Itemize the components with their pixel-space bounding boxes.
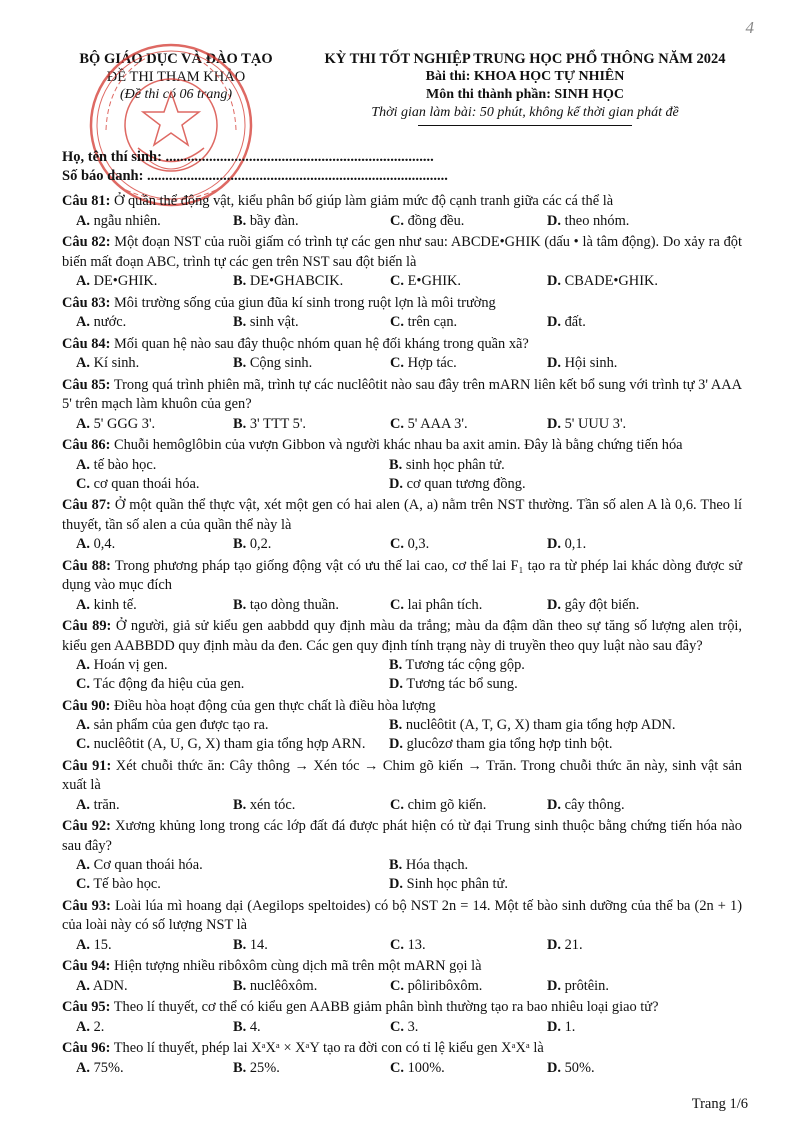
answer-option[interactable] [233,535,390,554]
option-text: 13. [407,936,426,953]
answer-option[interactable] [547,354,704,373]
answer-option[interactable] [76,354,233,373]
option-letter: D. [389,475,403,492]
option-text: 3. [407,1018,419,1035]
option-text: Tương tác cộng gộp. [405,657,525,673]
question-text: Ở người, giả sử kiểu gen aabbdd quy định màu da trắng; màu da đậm dần theo sự tăng số lượng alen trội, kiểu gen AABBDD quy định màu da đen. Các gen quy định tính trạng này di truyền theo quy luật nào sau đây? [62,618,742,654]
answer-options [62,212,742,231]
question-text: Chuỗi hemôglôbin của vượn Gibbon và người khác nhau ba axit amin. Đây là bằng chứng tiến hóa [113,437,683,453]
answer-option[interactable] [390,977,547,996]
answer-options [62,313,742,332]
option-letter: C. [390,1018,404,1035]
question-stem [62,957,742,977]
option-letter: A. [76,415,90,432]
option-letter: D. [547,1018,561,1035]
option-text: sinh vật. [249,314,299,330]
question-item [62,376,742,434]
option-text: lai phân tích. [407,596,483,613]
answer-option[interactable] [233,936,390,955]
answer-option[interactable] [390,272,547,291]
answer-option[interactable] [233,1059,390,1078]
option-letter: B. [233,596,247,613]
answer-option[interactable] [389,716,702,735]
answer-option[interactable] [389,456,702,475]
option-text: prôtêin. [564,977,609,994]
option-text: trăn. [93,796,120,813]
answer-option[interactable] [233,1018,390,1037]
question-number: Câu 93: [62,897,111,914]
option-letter: C. [390,1059,404,1076]
answer-option[interactable] [390,936,547,955]
option-text: Cộng sinh. [249,355,313,371]
answer-option[interactable] [76,656,389,675]
question-text: Hiện tượng nhiều ribôxôm cùng dịch mã trên một mARN gọi là [113,958,482,974]
answer-option[interactable] [547,1018,704,1037]
question-item [62,617,742,694]
answer-option[interactable] [76,272,233,291]
answer-option[interactable] [389,656,702,675]
option-letter: B. [233,415,247,432]
answer-options [62,977,742,996]
option-letter: D. [547,1059,561,1076]
answer-option[interactable] [547,977,704,996]
option-letter: D. [547,977,561,994]
answer-option[interactable] [547,796,704,815]
option-text: 3' TTT 5'. [249,415,307,432]
question-number: Câu 86: [62,437,111,453]
answer-option[interactable] [390,354,547,373]
question-text: Xét chuỗi thức ăn: Cây thông → Xén tóc → Chim gõ kiến → Trăn. Trong chuỗi thức ăn này, sinh vật sản xuất là [62,757,742,793]
option-text: Hội sinh. [564,355,618,371]
option-text: pôliribôxôm. [407,977,483,994]
answer-option[interactable] [76,313,233,332]
answer-option[interactable] [390,1018,547,1037]
question-stem [62,557,742,596]
option-letter: B. [233,977,247,994]
option-letter: B. [233,314,247,330]
option-text: nuclêôxôm. [249,977,318,994]
question-item [62,957,742,996]
answer-option[interactable] [233,977,390,996]
option-letter: B. [233,936,247,953]
question-stem [62,1039,742,1059]
question-number: Câu 96: [62,1040,111,1056]
option-text: theo nhóm. [564,212,630,229]
option-text: ngẫu nhiên. [93,212,161,229]
option-text: 75%. [93,1059,124,1076]
candidate-identity [62,148,448,186]
answer-options [62,936,742,955]
option-text: Tác động đa hiệu của gen. [93,676,245,692]
option-letter: C. [390,796,404,813]
question-item [62,436,742,494]
answer-option[interactable] [76,856,389,875]
option-letter: A. [76,273,90,289]
answer-options [62,272,742,291]
question-list [62,192,742,1080]
answer-option[interactable] [390,596,547,615]
option-text: DE•GHIK. [93,273,158,289]
option-text: cơ quan tương đồng. [406,475,526,492]
option-letter: B. [389,657,403,673]
answer-option[interactable] [76,796,233,815]
question-stem [62,294,742,314]
answer-options [62,1059,742,1078]
option-text: tạo dòng thuần. [249,596,339,613]
option-letter: A. [76,657,90,673]
option-letter: C. [390,273,404,289]
question-stem [62,757,742,796]
option-text: E•GHIK. [407,273,462,289]
question-stem [62,817,742,856]
question-item [62,897,742,955]
answer-option[interactable] [76,977,233,996]
answer-options [62,456,742,494]
answer-option[interactable] [233,313,390,332]
option-letter: D. [389,736,403,752]
option-letter: A. [76,1018,90,1035]
answer-option[interactable] [390,535,547,554]
question-item [62,817,742,894]
answer-options [62,856,742,894]
question-text: Theo lí thuyết, phép lai XᵃXᵃ × XᵃY tạo ra đời con có tỉ lệ kiểu gen XᵃXᵃ là [113,1040,544,1056]
answer-option[interactable] [547,415,704,434]
question-item [62,998,742,1037]
handwritten-page-mark: 4 [745,18,754,37]
question-item [62,233,742,291]
option-letter: C. [76,676,90,692]
option-letter: B. [233,1059,247,1076]
option-text: Hợp tác. [407,355,457,371]
exam-kind: ĐỀ THI THAM KHẢO [106,69,246,85]
question-number: Câu 81: [62,193,111,209]
header-rule [418,125,632,126]
option-text: nuclêôtit (A, U, G, X) tham gia tổng hợp ARN. [93,736,366,752]
question-text: Trong phương pháp tạo giống động vật có ưu thế lai cao, cơ thể lai F₁ tạo ra từ phép lai khác dòng được sử dụng vào mục đích [62,557,743,593]
answer-option[interactable] [389,856,702,875]
answer-option[interactable] [547,272,704,291]
answer-option[interactable] [76,212,233,231]
option-text: sản phẩm của gen được tạo ra. [93,717,269,733]
question-number: Câu 88: [62,557,111,574]
option-letter: D. [547,355,561,371]
answer-option[interactable] [390,796,547,815]
question-stem [62,697,742,717]
option-text: 0,2. [249,536,272,552]
question-item [62,496,742,554]
option-text: 100%. [407,1059,445,1076]
question-stem [62,998,742,1018]
answer-option[interactable] [76,875,389,894]
question-stem [62,335,742,355]
answer-option[interactable] [390,415,547,434]
question-text: Loài lúa mì hoang dại (Aegilops speltoides) có bộ NST 2n = 14. Một tế bào sinh dưỡng của thể ba (2n + 1) của loài này có số lượng NST là [62,897,742,933]
question-text: Một đoạn NST của ruồi giấm có trình tự các gen như sau: ABCDE•GHIK (dấu • là tâm động). Do xảy ra đột biến mất đoạn ABC, trình tự các gen trên NST sau đột biến là [62,234,742,270]
option-letter: B. [233,1018,247,1035]
option-letter: D. [389,676,403,692]
answer-options [62,1018,742,1037]
option-letter: B. [389,857,403,873]
answer-option[interactable] [76,675,389,694]
option-letter: D. [547,273,561,289]
option-letter: A. [76,355,90,371]
answer-options [62,354,742,373]
option-letter: C. [76,736,90,752]
option-letter: C. [76,475,90,492]
answer-option[interactable] [547,1059,704,1078]
answer-option[interactable] [547,313,704,332]
question-stem [62,192,742,212]
option-letter: B. [233,536,247,552]
option-text: 5' GGG 3'. [93,415,156,432]
question-stem [62,376,742,415]
option-letter: A. [76,536,90,552]
answer-option[interactable] [389,875,702,894]
option-text: 4. [249,1018,261,1035]
subject-name: Môn thi thành phần: SINH HỌC [425,87,624,102]
option-letter: A. [76,212,90,229]
answer-options [62,716,742,754]
question-text: Ở một quần thể thực vật, xét một gen có hai alen (A, a) nằm trên NST thường. Tần số alen A là 0,6. Theo lí thuyết, tần số alen a của quần thể này là [62,497,743,533]
answer-option[interactable] [547,596,704,615]
option-letter: B. [233,273,247,289]
option-letter: D. [547,314,561,330]
option-letter: A. [76,456,90,473]
answer-option[interactable] [389,675,702,694]
question-number: Câu 94: [62,958,111,974]
exam-title: KỲ THI TỐT NGHIỆP TRUNG HỌC PHỔ THÔNG NĂM 2024 [324,51,726,67]
question-item [62,294,742,333]
option-letter: C. [390,977,404,994]
answer-option[interactable] [76,456,389,475]
option-letter: B. [389,717,403,733]
question-text: Xương khủng long trong các lớp đất đá được phát hiện có từ đại Trung sinh thuộc bằng chứng tiến hóa nào sau đây? [62,818,742,854]
option-letter: B. [233,355,247,371]
question-number: Câu 89: [62,618,112,634]
option-letter: D. [547,415,561,432]
question-item [62,697,742,755]
answer-option[interactable] [233,415,390,434]
answer-options [62,415,742,434]
question-text: Ở quần thể động vật, kiểu phân bố giúp làm giảm mức độ cạnh tranh giữa các cá thể là [113,193,614,209]
option-letter: C. [390,415,404,432]
question-text: Theo lí thuyết, cơ thể có kiểu gen AABB giảm phân bình thường tạo ra bao nhiêu loại giao tử? [113,999,659,1015]
answer-option[interactable] [76,1018,233,1037]
option-letter: C. [390,355,404,371]
option-letter: D. [547,596,561,613]
question-text: Điều hòa hoạt động của gen thực chất là điều hòa lượng [113,697,436,714]
option-text: Cơ quan thoái hóa. [93,857,203,873]
answer-option[interactable] [233,212,390,231]
question-number: Câu 82: [62,234,111,250]
option-text: nuclêôtit (A, T, G, X) tham gia tổng hợp ADN. [405,717,676,733]
question-number: Câu 90: [62,697,111,714]
option-text: kinh tế. [93,596,137,613]
option-text: chim gõ kiến. [407,796,487,813]
answer-option[interactable] [76,1059,233,1078]
option-text: DE•GHABCIK. [249,273,344,289]
option-letter: D. [547,936,561,953]
question-stem [62,897,742,936]
answer-option[interactable] [233,596,390,615]
option-text: Tương tác bổ sung. [406,676,518,692]
option-letter: B. [389,456,403,473]
answer-option[interactable] [76,535,233,554]
answer-option[interactable] [547,212,704,231]
option-text: Hóa thạch. [405,857,469,873]
option-text: Tế bào học. [93,876,161,892]
option-text: đồng đều. [407,212,465,229]
answer-option[interactable] [76,596,233,615]
option-text: trên cạn. [407,314,458,330]
answer-option[interactable] [76,936,233,955]
page-footer: Trang 1/6 [691,1096,748,1112]
question-item [62,192,742,231]
option-letter: B. [233,796,247,813]
option-letter: A. [76,314,90,330]
header-right [290,50,760,126]
answer-option[interactable] [76,415,233,434]
option-text: 21. [564,936,583,953]
option-letter: A. [76,857,90,873]
option-text: 0,4. [93,536,116,552]
option-letter: D. [547,212,561,229]
option-letter: A. [76,936,90,953]
question-stem [62,233,742,272]
page-count: (Đề thi có 06 trang) [120,87,232,102]
option-text: bầy đàn. [249,212,299,229]
answer-option[interactable] [233,272,390,291]
answer-options [62,796,742,815]
question-text: Mối quan hệ nào sau đây thuộc nhóm quan hệ đối kháng trong quần xã? [113,335,529,352]
option-letter: C. [390,212,404,229]
option-letter: C. [390,936,404,953]
option-text: glucôzơ tham gia tổng hợp tinh bột. [406,736,613,752]
option-text: Sinh học phân tử. [406,876,508,892]
option-letter: C. [76,876,90,892]
subject-group: Bài thi: KHOA HỌC TỰ NHIÊN [425,69,625,84]
option-letter: A. [76,596,90,613]
answer-option[interactable] [547,535,704,554]
question-item [62,557,742,615]
question-number: Câu 85: [62,376,111,393]
option-text: 0,3. [407,536,430,552]
option-text: Hoán vị gen. [93,657,168,673]
answer-option[interactable] [233,796,390,815]
option-letter: A. [76,1059,90,1076]
question-stem [62,496,742,535]
option-letter: A. [76,977,90,994]
question-number: Câu 84: [62,335,111,352]
question-number: Câu 91: [62,757,112,774]
option-text: cơ quan thoái hóa. [93,475,200,492]
option-text: tế bào học. [93,456,157,473]
option-text: 1. [564,1018,576,1035]
option-text: ADN. [92,977,128,994]
answer-options [62,535,742,554]
option-text: gây đột biến. [564,596,640,613]
answer-option[interactable] [390,212,547,231]
answer-option[interactable] [390,313,547,332]
option-text: 14. [249,936,268,953]
question-stem [62,436,742,456]
option-text: 15. [93,936,112,953]
option-letter: B. [233,212,247,229]
question-number: Câu 87: [62,497,111,513]
option-letter: A. [76,717,90,733]
option-letter: D. [547,536,561,552]
option-text: 0,1. [564,536,587,552]
answer-option[interactable] [389,475,702,494]
answer-option[interactable] [547,936,704,955]
candidate-name-field[interactable]: Họ, tên thí sinh: .......................................................................... [62,149,434,165]
question-item [62,335,742,374]
answer-option[interactable] [389,735,702,754]
option-letter: A. [76,796,90,813]
answer-option[interactable] [76,475,389,494]
option-text: 2. [93,1018,105,1035]
question-text: Môi trường sống của giun đũa kí sinh trong ruột lợn là môi trường [113,294,496,311]
question-number: Câu 92: [62,818,111,834]
option-letter: C. [390,596,404,613]
option-text: 25%. [249,1059,280,1076]
question-item [62,757,742,815]
question-text: Trong quá trình phiên mã, trình tự các nuclêôtit nào sau đây trên mARN liên kết bổ sung với trình tự 3' AAA 5' trên mạch làm khuôn của gen? [62,376,742,412]
exam-time: Thời gian làm bài: 50 phút, không kể thời gian phát đề [371,105,679,120]
option-text: Kí sinh. [93,355,140,371]
answer-option[interactable] [390,1059,547,1078]
answer-options [62,596,742,615]
option-text: CBADE•GHIK. [564,273,658,289]
answer-option[interactable] [76,735,389,754]
option-text: đất. [564,314,586,330]
option-text: xén tóc. [249,796,296,813]
question-number: Câu 95: [62,999,111,1015]
answer-option[interactable] [233,354,390,373]
question-number: Câu 83: [62,294,111,311]
option-letter: C. [390,536,404,552]
answer-options [62,656,742,694]
option-text: sinh học phân tử. [405,456,505,473]
option-text: 5' AAA 3'. [407,415,468,432]
option-text: nước. [93,314,127,330]
question-stem [62,617,742,656]
option-text: 5' UUU 3'. [564,415,627,432]
option-letter: D. [547,796,561,813]
ministry-name: BỘ GIÁO DỤC VÀ ĐÀO TẠO [79,51,273,67]
candidate-id-field[interactable]: Số báo danh: ................................................................................... [62,168,448,184]
option-letter: C. [390,314,404,330]
answer-option[interactable] [76,716,389,735]
option-letter: D. [389,876,403,892]
question-item [62,1039,742,1078]
option-text: 50%. [564,1059,595,1076]
option-text: cây thông. [564,796,625,813]
